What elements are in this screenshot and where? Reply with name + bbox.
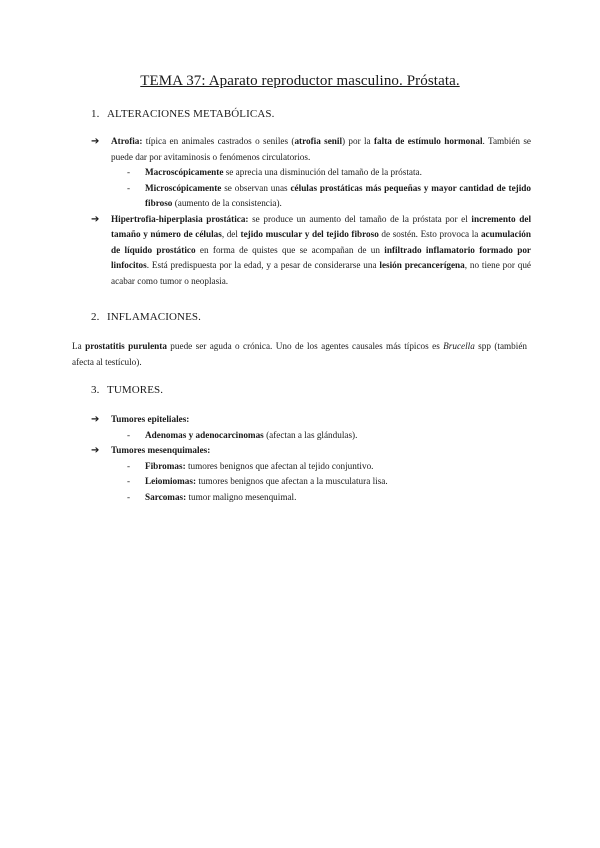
section-title: TUMORES. <box>107 384 164 396</box>
term: Hipertrofia-hiperplasia prostática: <box>111 213 249 224</box>
list-item <box>91 443 531 459</box>
list-item <box>91 412 531 428</box>
term: falta de estímulo hormonal <box>373 136 483 146</box>
section-3-body <box>91 412 531 505</box>
section-2-paragraph <box>72 339 527 370</box>
sub-list-item <box>91 490 531 506</box>
term: Tumores mesenquimales: <box>111 445 211 455</box>
text: se produce un aumento del tamaño de la próstata por el <box>248 213 472 224</box>
list-item <box>91 212 531 290</box>
text: de sostén. Esto provoca la <box>378 229 481 239</box>
section-number: 1. <box>91 108 100 120</box>
sub-list-item <box>91 181 531 212</box>
text: puede ser aguda o crónica. Uno de los agentes causales más típicos es <box>166 341 444 351</box>
text: (aumento de la consistencia). <box>172 198 282 208</box>
term: infiltrado inflamatorio formado por linfocitos <box>111 244 531 270</box>
term: incremento del tamaño y número de células <box>111 213 531 239</box>
term: Microscópicamente <box>145 182 222 193</box>
text: ) por la <box>342 136 374 146</box>
dash-bullet: - <box>127 429 131 440</box>
text: en forma de quistes que se acompañan de un <box>195 244 385 255</box>
text: La <box>72 341 86 351</box>
dash-bullet: - <box>127 167 131 177</box>
term: tejido muscular y del tejido fibroso <box>240 229 379 239</box>
text: spp (también afecta al testículo). <box>72 341 527 367</box>
sub-list-item <box>91 165 531 181</box>
section-number: 3. <box>91 384 100 396</box>
text: tumor maligno mesenquimal. <box>186 491 297 502</box>
term: atrofia senil <box>294 136 343 146</box>
section-heading-1 <box>91 108 274 120</box>
text: se aprecia una disminución del tamaño de la próstata. <box>223 167 422 177</box>
text: tumores benignos que afectan al tejido conjuntivo. <box>185 460 374 471</box>
text: se observan unas <box>221 182 291 193</box>
arrow-bullet-icon: ➔ <box>91 414 100 425</box>
list-item <box>91 134 531 165</box>
text: , no tiene por qué acabar como tumor o neoplasia. <box>111 260 531 286</box>
term: prostatitis purulenta <box>85 341 167 351</box>
text: típica en animales castrados o seniles ( <box>142 136 295 146</box>
section-heading-2 <box>91 311 201 323</box>
sub-list-item <box>91 428 531 444</box>
term: Sarcomas: <box>145 491 187 502</box>
term: Fibromas: <box>145 460 186 471</box>
text: . También se puede dar por avitaminosis o fenómenos circulatorios. <box>111 136 531 162</box>
term: Macroscópicamente <box>145 167 224 177</box>
dash-bullet: - <box>127 182 131 193</box>
section-number: 2. <box>91 311 100 323</box>
text: (afectan a las glándulas). <box>263 429 358 440</box>
species-name: Brucella <box>443 341 475 351</box>
section-title: ALTERACIONES METABÓLICAS. <box>107 108 275 120</box>
dash-bullet: - <box>127 460 131 471</box>
term: lesión precancerígena <box>379 260 465 270</box>
section-1-body <box>91 134 531 289</box>
term: Atrofia: <box>111 136 143 146</box>
text: , del <box>221 229 241 239</box>
term: Tumores epiteliales: <box>111 414 190 424</box>
page-title: TEMA 37: Aparato reproductor masculino. Próstata. <box>140 73 460 89</box>
arrow-bullet-icon: ➔ <box>91 136 100 147</box>
sub-list-item <box>91 459 531 475</box>
text: . Está predispuesta por la edad, y a pesar de considerarse una <box>146 260 380 270</box>
text: tumores benignos que afectan a la musculatura lisa. <box>196 476 388 486</box>
section-heading-3 <box>91 384 163 396</box>
dash-bullet: - <box>127 476 131 486</box>
arrow-bullet-icon: ➔ <box>91 213 100 225</box>
section-title: INFLAMACIONES. <box>107 311 201 323</box>
term: Adenomas y adenocarcinomas <box>145 429 264 440</box>
term: células prostáticas más pequeñas y mayor cantidad de tejido fibroso <box>145 182 531 208</box>
sub-list-item <box>91 474 531 490</box>
term: acumulación de líquido prostático <box>111 229 531 255</box>
dash-bullet: - <box>127 491 131 502</box>
term: Leiomiomas: <box>145 476 197 486</box>
arrow-bullet-icon: ➔ <box>91 445 100 456</box>
